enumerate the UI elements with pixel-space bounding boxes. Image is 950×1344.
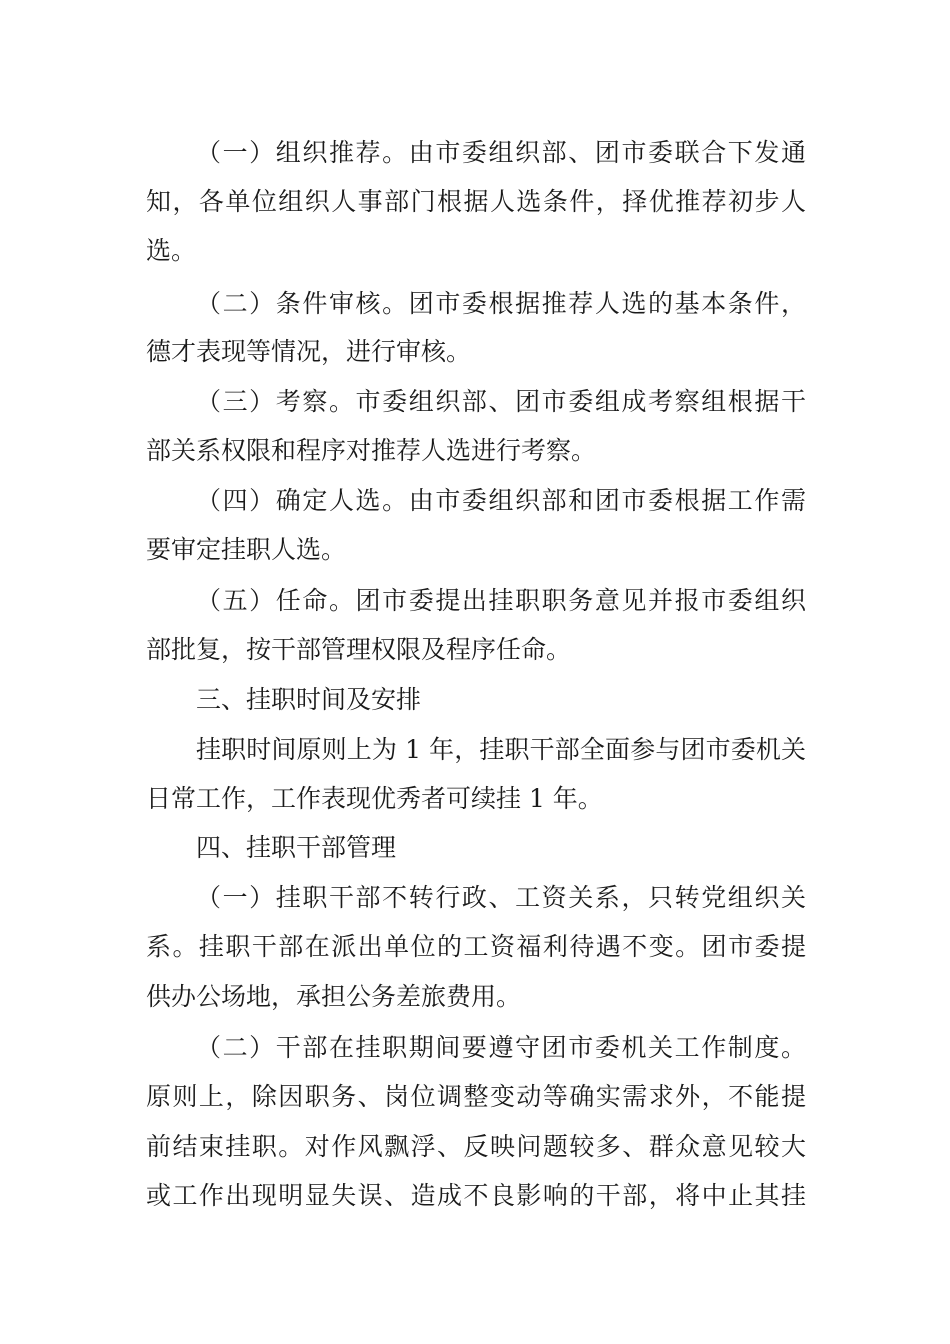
para-8-line-4: 或工作出现明显失误、造成不良影响的干部，将中止其挂 [146,1181,806,1210]
para-1-line-1: （一）组织推荐。由市委组织部、团市委联合下发通 [196,138,806,167]
para-8-line-2: 原则上，除因职务、岗位调整变动等确实需求外，不能提 [146,1082,806,1111]
section-heading-3: 三、挂职时间及安排 [196,685,422,714]
para-1-line-2: 知，各单位组织人事部门根据人选条件，择优推荐初步人 [146,187,806,216]
para-6-line-2: 日常工作，工作表现优秀者可续挂 1 年。 [146,784,603,813]
para-1-line-3: 选。 [146,236,197,265]
para-4-line-2: 要审定挂职人选。 [146,535,347,564]
para-2-line-2: 德才表现等情况，进行审核。 [146,337,472,366]
para-7-line-2: 系。挂职干部在派出单位的工资福利待遇不变。团市委提 [146,932,806,961]
para-7-line-1: （一）挂职干部不转行政、工资关系，只转党组织关 [196,883,806,912]
para-2-line-1: （二）条件审核。团市委根据推荐人选的基本条件， [196,289,806,318]
para-8-line-1: （二）干部在挂职期间要遵守团市委机关工作制度。 [196,1033,806,1062]
para-7-line-3: 供办公场地，承担公务差旅费用。 [146,982,522,1011]
para-5-line-1: （五）任命。团市委提出挂职职务意见并报市委组织 [196,586,806,615]
para-5-line-2: 部批复，按干部管理权限及程序任命。 [146,635,572,664]
para-8-line-3: 前结束挂职。对作风飘浮、反映问题较多、群众意见较大 [146,1132,806,1161]
para-4-line-1: （四）确定人选。由市委组织部和团市委根据工作需 [196,486,806,515]
para-3-line-1: （三）考察。市委组织部、团市委组成考察组根据干 [196,387,806,416]
section-heading-4: 四、挂职干部管理 [196,833,397,862]
para-3-line-2: 部关系权限和程序对推荐人选进行考察。 [146,436,597,465]
para-6-line-1: 挂职时间原则上为 1 年，挂职干部全面参与团市委机关 [196,735,806,764]
